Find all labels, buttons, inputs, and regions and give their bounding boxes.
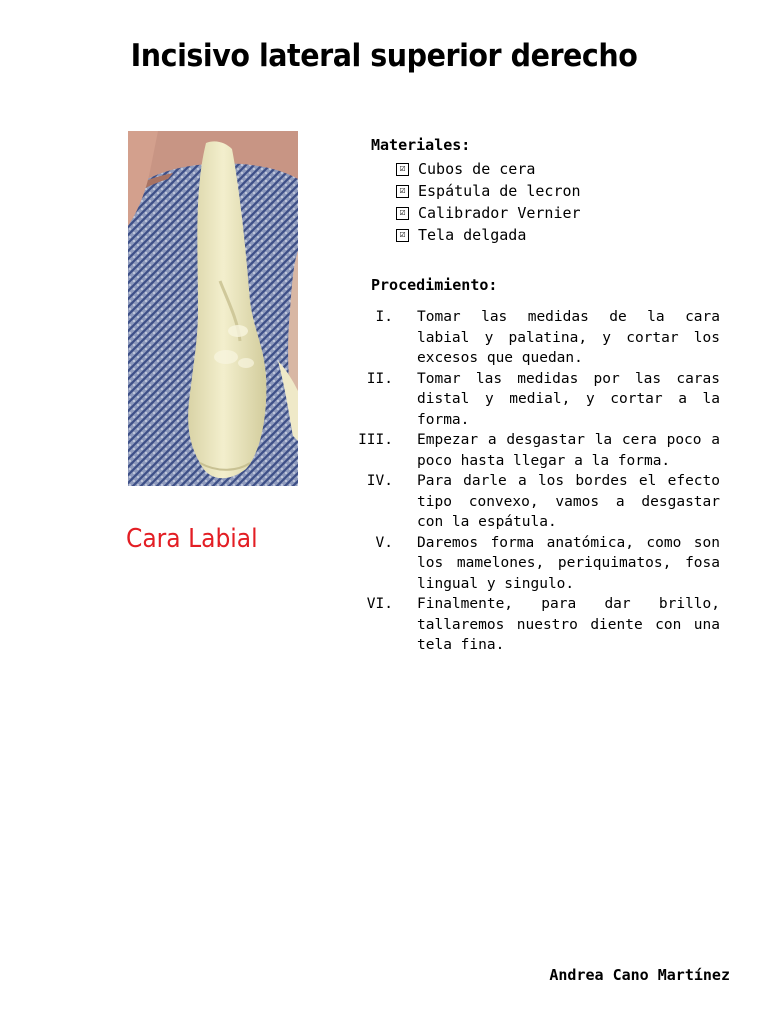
author-name: Andrea Cano Martínez (549, 966, 730, 984)
checkbox-checked-icon: ☑ (396, 207, 409, 220)
list-item (396, 224, 581, 246)
material-label: Calibrador Vernier (418, 204, 581, 222)
procedure-steps (355, 307, 720, 656)
step-number: III. (358, 432, 393, 448)
checkbox-checked-icon: ☑ (396, 185, 409, 198)
step-number: V. (375, 534, 393, 551)
step-number: VI. (366, 596, 393, 612)
material-label: Espátula de lecron (418, 182, 581, 200)
materials-heading: Materiales: (371, 136, 471, 154)
material-label: Tela delgada (418, 226, 527, 244)
list-item (355, 369, 720, 431)
checkbox-checked-icon: ☑ (396, 229, 409, 242)
wax-tooth-photo (128, 131, 298, 486)
list-item (355, 430, 720, 471)
view-caption: Cara Labial (126, 524, 258, 554)
list-item (355, 533, 720, 595)
step-number: I. (375, 309, 393, 325)
list-item (396, 202, 581, 224)
step-text: Finalmente, para dar brillo, tallaremos nuestro diente con una tela fina. (417, 596, 720, 653)
page-title: Incisivo lateral superior derecho (130, 38, 638, 74)
procedure-heading: Procedimiento: (371, 276, 498, 294)
step-text: Daremos forma anatómica, como son los mamelones, periquimatos, fosa lingual y singulo. (417, 534, 720, 592)
list-item (355, 307, 720, 369)
step-text: Empezar a desgastar la cera poco a poco hasta llegar a la forma. (417, 432, 720, 469)
list-item (355, 471, 720, 533)
step-number: II. (366, 370, 393, 387)
list-item (355, 594, 720, 656)
material-label: Cubos de cera (418, 160, 536, 178)
list-item (396, 158, 581, 180)
step-text: Tomar las medidas por las caras distal y medial, y cortar a la forma. (417, 370, 720, 428)
checkbox-checked-icon: ☑ (396, 163, 409, 176)
step-text: Tomar las medidas de la cara labial y palatina, y cortar los excesos que quedan. (417, 309, 720, 366)
list-item (396, 180, 581, 202)
step-number: IV. (366, 473, 393, 489)
step-text: Para darle a los bordes el efecto tipo convexo, vamos a desgastar con la espátula. (417, 473, 720, 530)
materials-list (396, 158, 581, 246)
